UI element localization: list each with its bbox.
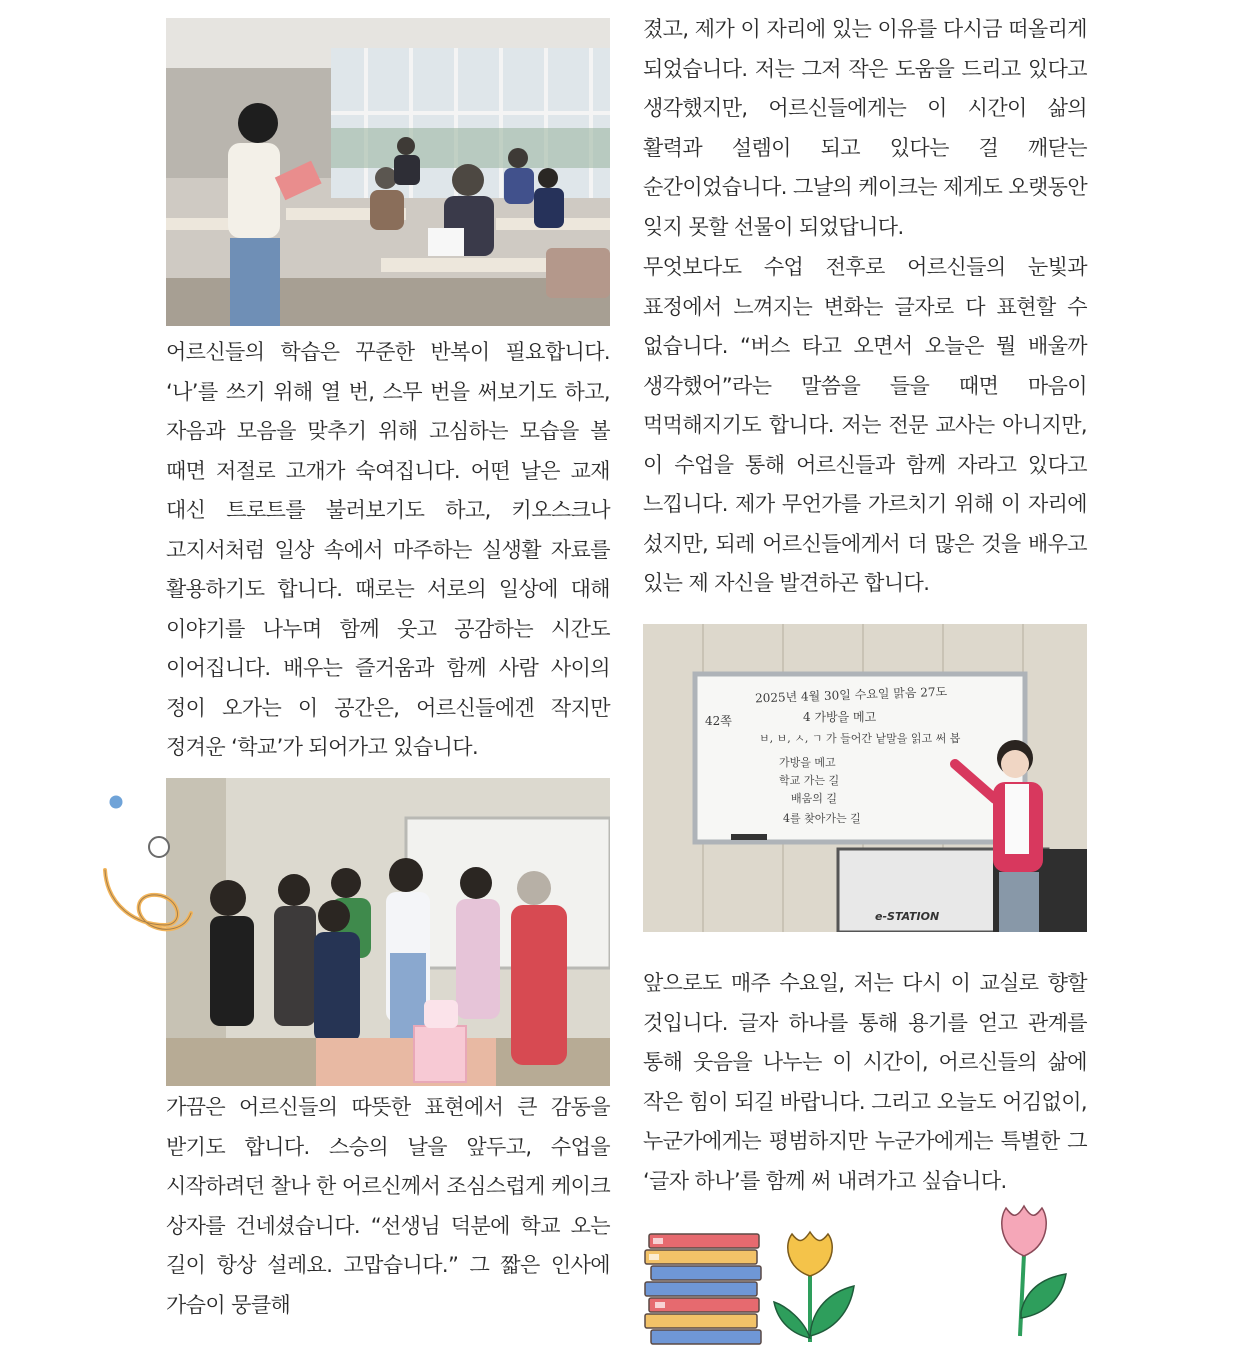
yellow-tulip-icon	[770, 1226, 858, 1346]
whiteboard-line-1: 2025년 4월 30일 수요일 맑음 27도	[754, 684, 948, 706]
whiteboard-photo	[643, 624, 1087, 932]
right-paragraph-2: 무엇보다도 수업 전후로 어르신들의 눈빛과 표정에서 느껴지는 변화는 글자로 다 표현할 수 없습니다. “버스 타고 오면서 오늘은 뭘 배울까 생각했어”라는 말씀을 들을 때면 마음이 먹먹해지기도 합니다. 저는 전문 교사는 아니지만, 이 수업을 통해 어르신들과 함께 자라고 있다고 느낍니다. 제가 무언가를 가르치기 위해 이 자리에 섰지만, 되레 어르신들에게서 더 많은 것을 배우고 있는 제 자신을 발견하곤 합니다.	[643, 255, 1087, 595]
whiteboard-line-2: 42쪽	[705, 714, 732, 728]
whiteboard-line-6: 학교 가는 길	[779, 774, 840, 787]
pink-tulip-icon	[990, 1200, 1070, 1340]
whiteboard-line-3: 4 가방을 메고	[803, 710, 877, 724]
swirl-decoration	[95, 785, 195, 945]
classroom-photo	[166, 18, 610, 326]
e-station-label: e-STATION	[875, 910, 940, 923]
whiteboard-line-5: 가방을 메고	[779, 756, 836, 769]
blue-dot-decoration	[110, 796, 123, 809]
ring-decoration	[149, 837, 169, 857]
whiteboard-line-8: 4를 찾아가는 길	[783, 812, 861, 825]
left-paragraph-2: 가끔은 어르신들의 따뜻한 표현에서 큰 감동을 받기도 합니다. 스승의 날을 앞두고, 수업을 시작하려던 찰나 한 어르신께서 조심스럽게 케이크 상자를 건네셨습니다. “선생님 덕분에 학교 오는 길이 항상 설레요. 고맙습니다.” 그 짧은 인사에 가슴이 뭉클해	[166, 1095, 610, 1317]
whiteboard-line-4: ㅂ, ㅂ, ㅅ, ㄱ 가 들어간 낱말을 읽고 써 봅	[759, 732, 961, 745]
right-paragraph-1: 졌고, 제가 이 자리에 있는 이유를 다시금 떠올리게 되었습니다. 저는 그저 작은 도움을 드리고 있다고 생각했지만, 어르신들에게는 이 시간이 삶의 활력과 설렘이 되고 있다는 걸 깨닫는 순간이었습니다. 그날의 케이크는 제게도 오랫동안 잊지 못할 선물이 되었답니다.	[643, 17, 1087, 239]
whiteboard-line-7: 배움의 길	[791, 792, 838, 805]
book-stack-icon	[643, 1232, 765, 1346]
cake-group-photo	[166, 778, 610, 1086]
right-paragraph-3: 앞으로도 매주 수요일, 저는 다시 이 교실로 향할 것입니다. 글자 하나를 통해 용기를 얻고 관계를 통해 웃음을 나누는 이 시간이, 어르신들의 삶에 작은 힘이 되길 바랍니다. 그리고 오늘도 어김없이, 누군가에게는 평범하지만 누군가에게는 특별한 그 ‘글자 하나’를 함께 써 내려가고 싶습니다.	[643, 971, 1087, 1193]
left-paragraph-1: 어르신들의 학습은 꾸준한 반복이 필요합니다. ‘나’를 쓰기 위해 열 번, 스무 번을 써보기도 하고, 자음과 모음을 맞추기 위해 고심하는 모습을 볼 때면 저절로 고개가 숙여집니다. 어떤 날은 교재 대신 트로트를 불러보기도 하고, 키오스크나 고지서처럼 일상 속에서 마주하는 실생활 자료를 활용하기도 합니다. 때로는 서로의 일상에 대해 이야기를 나누며 함께 웃고 공감하는 시간도 이어집니다. 배우는 즐거움과 함께 사람 사이의 정이 오가는 이 공간은, 어르신들에겐 작지만 정겨운 ‘학교’가 되어가고 있습니다.	[166, 340, 610, 759]
